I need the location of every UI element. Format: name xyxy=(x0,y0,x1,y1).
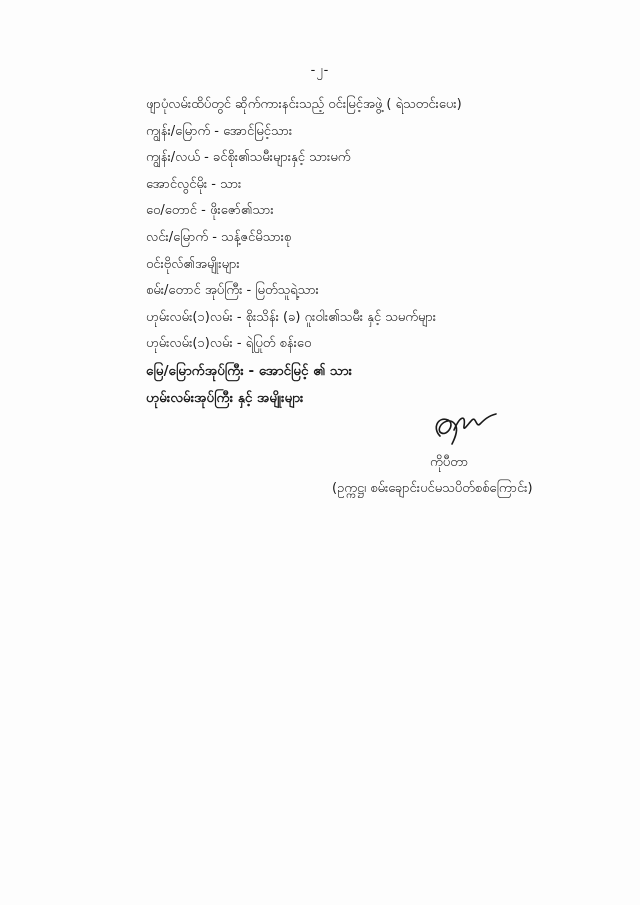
list-line: ကျွန်း/လယ် - ခင်စိုး၏သမီးများနှင့် သားမက် xyxy=(146,150,351,166)
handwritten-signature xyxy=(430,406,500,448)
list-line: ဝေ/တောင် - ဖိုးဇော်၏သား xyxy=(146,203,274,219)
signer-name: ကိုပီတာ xyxy=(430,455,469,470)
list-line: ဖျာပုံလမ်းထိပ်တွင် ဆိုက်ကားနင်းသည့် ဝင်းမြင့်အဖွဲ့ ( ရဲသတင်းပေး) xyxy=(146,97,462,112)
name-list xyxy=(146,92,586,411)
list-line: လင်း/မြောက် - သန့်ဇင်မိသားစု xyxy=(146,229,292,245)
list-line: မြေ/မြောက်အုပ်ကြီး - အောင်မြင့် ၏ သား xyxy=(146,362,352,379)
list-line: ဟုမ်းလမ်း(၁)လမ်း - စိုးသိန်း (ခ) ဂူးဝါး၏သမီး နှင့် သမက်များ xyxy=(146,309,437,325)
list-line: ဝင်းဗိုလ်၏အမျိုးများ xyxy=(146,256,240,272)
page-number: -၂- xyxy=(310,63,330,78)
list-line: ဟုမ်းလမ်းအုပ်ကြီး နှင့် အမျိုးများ xyxy=(146,389,304,406)
list-line: အောင်လွင်မိုး - သား xyxy=(146,176,242,192)
list-line: ကျွန်း/မြောက် - အောင်မြင့်သား xyxy=(146,123,293,139)
signer-title: (ဥက္ကဋ္ဌ၊ စမ်းချောင်းပင်မသပိတ်စစ်ကြောင်း) xyxy=(332,481,533,496)
list-line: စမ်း/တောင် အုပ်ကြီး - မြတ်သူရဲ့သား xyxy=(146,283,319,299)
list-line: ဟုမ်းလမ်း(၁)လမ်း - ရဲပြုတ် စန်းဝေ xyxy=(146,336,312,352)
